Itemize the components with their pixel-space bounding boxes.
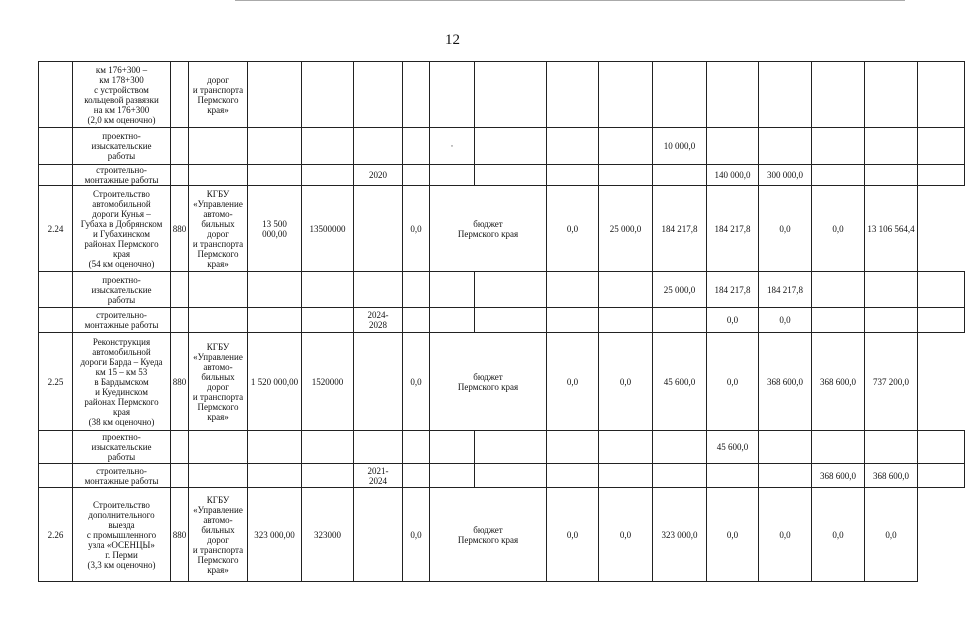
year-cell: 2024- 2028 bbox=[354, 308, 403, 333]
value-cell bbox=[759, 128, 812, 165]
description-cell: строительно- монтажные работы bbox=[73, 308, 171, 333]
value-cell bbox=[865, 308, 918, 333]
table-row-item bbox=[39, 333, 965, 431]
table-row bbox=[39, 165, 965, 186]
value-cell bbox=[547, 128, 599, 165]
value-cell: 368 600,0 bbox=[759, 333, 812, 431]
page-number: 12 bbox=[445, 32, 460, 48]
cost-cell bbox=[248, 272, 302, 308]
value-cell: 737 200,0 bbox=[865, 333, 918, 431]
item-number-cell: 2.24 bbox=[39, 186, 73, 272]
value-cell bbox=[354, 62, 403, 128]
value-cell bbox=[918, 464, 965, 488]
value-cell bbox=[707, 464, 759, 488]
cost-cell bbox=[248, 464, 302, 488]
value-cell bbox=[302, 62, 354, 128]
cost-cell bbox=[302, 431, 354, 464]
description-cell: проектно- изыскательские работы bbox=[73, 431, 171, 464]
item-number-cell bbox=[39, 464, 73, 488]
mark-cell: · bbox=[430, 128, 475, 165]
value-cell bbox=[653, 431, 707, 464]
value-cell: 0,0 bbox=[547, 186, 599, 272]
cost-cell bbox=[248, 165, 302, 186]
value-cell: 25 000,0 bbox=[653, 272, 707, 308]
value-cell: 184 217,8 bbox=[653, 186, 707, 272]
description-cell: строительно- монтажные работы bbox=[73, 165, 171, 186]
value-cell: 45 600,0 bbox=[653, 333, 707, 431]
table-row-item bbox=[39, 186, 965, 272]
code-cell bbox=[171, 62, 189, 128]
value-cell bbox=[475, 62, 547, 128]
value-cell bbox=[707, 128, 759, 165]
customer-cell bbox=[189, 308, 248, 333]
value-cell bbox=[599, 464, 653, 488]
value-cell bbox=[812, 165, 865, 186]
value-cell: 0,0 bbox=[759, 308, 812, 333]
mark-cell bbox=[430, 165, 475, 186]
customer-cell: КГБУ «Управление автомо- бильных дорог и транспорта Пермского края» bbox=[189, 488, 248, 582]
value-cell bbox=[547, 308, 599, 333]
value-cell bbox=[865, 62, 918, 128]
value-cell bbox=[653, 165, 707, 186]
cost-cell bbox=[302, 308, 354, 333]
value-cell bbox=[918, 431, 965, 464]
value-cell bbox=[599, 272, 653, 308]
value-cell bbox=[812, 128, 865, 165]
cost-cell bbox=[302, 464, 354, 488]
year-cell bbox=[354, 186, 403, 272]
value-cell: 0,0 bbox=[599, 488, 653, 582]
zero-cell bbox=[403, 308, 430, 333]
code-cell bbox=[171, 464, 189, 488]
cost-cell: 13 500 000,00 bbox=[248, 186, 302, 272]
description-cell: проектно- изыскательские работы bbox=[73, 272, 171, 308]
value-cell bbox=[759, 431, 812, 464]
description-cell: проектно- изыскательские работы bbox=[73, 128, 171, 165]
cost-cell: 13500000 bbox=[302, 186, 354, 272]
cost-cell: 1 520 000,00 bbox=[248, 333, 302, 431]
value-cell: 184 217,8 bbox=[707, 272, 759, 308]
zero-cell bbox=[403, 464, 430, 488]
customer-cell bbox=[189, 165, 248, 186]
cost-cell bbox=[302, 128, 354, 165]
value-cell: 0,0 bbox=[707, 333, 759, 431]
value-cell bbox=[865, 431, 918, 464]
cost-cell bbox=[248, 128, 302, 165]
value-cell bbox=[707, 62, 759, 128]
item-number-cell bbox=[39, 431, 73, 464]
value-cell bbox=[599, 431, 653, 464]
table-row bbox=[39, 128, 965, 165]
value-cell bbox=[918, 62, 965, 128]
value-cell: 0,0 bbox=[759, 488, 812, 582]
zero-cell: 0,0 bbox=[403, 333, 430, 431]
value-cell: 0,0 bbox=[812, 488, 865, 582]
value-cell bbox=[547, 165, 599, 186]
cost-cell: 323 000,00 bbox=[248, 488, 302, 582]
value-cell bbox=[812, 308, 865, 333]
year-cell bbox=[354, 488, 403, 582]
description-cell: строительно- монтажные работы bbox=[73, 464, 171, 488]
description-cell: Строительство автомобильной дороги Кунья – Губаха в Добрянском и Губахинском районах Пермского края (54 км оценочно) bbox=[73, 186, 171, 272]
value-cell bbox=[918, 128, 965, 165]
mark-cell bbox=[430, 464, 475, 488]
code-cell bbox=[171, 272, 189, 308]
value-cell bbox=[547, 62, 599, 128]
description-cell: км 176+300 – км 178+300 с устройством кольцевой развязки на км 176+300 (2,0 км оценочно) bbox=[73, 62, 171, 128]
code-cell: 880 bbox=[171, 488, 189, 582]
code-cell: 880 bbox=[171, 186, 189, 272]
table-row bbox=[39, 62, 965, 128]
value-cell: 0,0 bbox=[759, 186, 812, 272]
value-cell: 323 000,0 bbox=[653, 488, 707, 582]
source-cell bbox=[475, 308, 547, 333]
source-cell bbox=[475, 165, 547, 186]
year-cell bbox=[354, 128, 403, 165]
value-cell: 13 106 564,4 bbox=[865, 186, 918, 272]
value-cell: 0,0 bbox=[599, 333, 653, 431]
year-cell: 2021- 2024 bbox=[354, 464, 403, 488]
top-rule bbox=[235, 0, 905, 1]
year-cell: 2020 bbox=[354, 165, 403, 186]
cost-cell bbox=[248, 308, 302, 333]
value-cell: 184 217,8 bbox=[707, 186, 759, 272]
value-cell bbox=[759, 62, 812, 128]
cost-cell bbox=[248, 431, 302, 464]
description-cell: Реконструкция автомобильной дороги Барда – Куеда км 15 – км 53 в Бардымском и Куединском районах Пермского края (38 км оценочно) bbox=[73, 333, 171, 431]
value-cell bbox=[599, 308, 653, 333]
zero-cell bbox=[403, 431, 430, 464]
value-cell bbox=[653, 464, 707, 488]
cost-cell: 1520000 bbox=[302, 333, 354, 431]
code-cell: 880 bbox=[171, 333, 189, 431]
value-cell bbox=[918, 165, 965, 186]
item-number-cell bbox=[39, 308, 73, 333]
customer-cell bbox=[189, 272, 248, 308]
value-cell: 0,0 bbox=[812, 186, 865, 272]
value-cell bbox=[599, 128, 653, 165]
value-cell bbox=[865, 128, 918, 165]
value-cell bbox=[403, 62, 430, 128]
year-cell bbox=[354, 333, 403, 431]
item-number-cell: 2.25 bbox=[39, 333, 73, 431]
value-cell bbox=[918, 308, 965, 333]
source-cell bbox=[475, 431, 547, 464]
code-cell bbox=[171, 308, 189, 333]
zero-cell bbox=[403, 272, 430, 308]
value-cell: 0,0 bbox=[707, 308, 759, 333]
description-cell: Строительство дополнительного выезда с промышленного узла «ОСЕНЦЫ» г. Перми (3,3 км оценочно) bbox=[73, 488, 171, 582]
value-cell bbox=[547, 272, 599, 308]
value-cell: 45 600,0 bbox=[707, 431, 759, 464]
value-cell bbox=[599, 165, 653, 186]
zero-cell bbox=[403, 128, 430, 165]
source-cell bbox=[475, 272, 547, 308]
customer-cell: КГБУ «Управление автомо- бильных дорог и транспорта Пермского края» bbox=[189, 333, 248, 431]
value-cell bbox=[653, 62, 707, 128]
table-row-item bbox=[39, 488, 965, 582]
value-cell bbox=[812, 431, 865, 464]
cost-cell bbox=[302, 165, 354, 186]
value-cell: 25 000,0 bbox=[599, 186, 653, 272]
customer-cell bbox=[189, 464, 248, 488]
customer-cell bbox=[189, 128, 248, 165]
mark-cell bbox=[430, 308, 475, 333]
value-cell: 368 600,0 bbox=[812, 464, 865, 488]
budget-table bbox=[38, 61, 965, 582]
value-cell: 140 000,0 bbox=[707, 165, 759, 186]
value-cell bbox=[430, 62, 475, 128]
code-cell bbox=[171, 128, 189, 165]
item-number-cell bbox=[39, 62, 73, 128]
customer-cell bbox=[189, 431, 248, 464]
year-cell bbox=[354, 431, 403, 464]
item-number-cell bbox=[39, 272, 73, 308]
customer-cell: дорог и транспорта Пермского края» bbox=[189, 62, 248, 128]
source-cell: бюджет Пермского края bbox=[430, 333, 547, 431]
source-cell bbox=[475, 128, 547, 165]
source-cell: бюджет Пермского края bbox=[430, 186, 547, 272]
value-cell bbox=[653, 308, 707, 333]
zero-cell bbox=[403, 165, 430, 186]
table-row bbox=[39, 272, 965, 308]
zero-cell: 0,0 bbox=[403, 186, 430, 272]
value-cell bbox=[812, 62, 865, 128]
value-cell: 0,0 bbox=[547, 333, 599, 431]
item-number-cell bbox=[39, 128, 73, 165]
zero-cell: 0,0 bbox=[403, 488, 430, 582]
value-cell bbox=[759, 464, 812, 488]
code-cell bbox=[171, 165, 189, 186]
value-cell: 368 600,0 bbox=[865, 464, 918, 488]
value-cell bbox=[599, 62, 653, 128]
value-cell: 0,0 bbox=[707, 488, 759, 582]
table-row bbox=[39, 431, 965, 464]
value-cell bbox=[812, 272, 865, 308]
value-cell: 10 000,0 bbox=[653, 128, 707, 165]
table-row bbox=[39, 308, 965, 333]
table-body bbox=[39, 62, 965, 582]
value-cell: 0,0 bbox=[547, 488, 599, 582]
year-cell bbox=[354, 272, 403, 308]
source-cell bbox=[475, 464, 547, 488]
value-cell bbox=[918, 272, 965, 308]
cost-cell bbox=[302, 272, 354, 308]
value-cell: 368 600,0 bbox=[812, 333, 865, 431]
value-cell bbox=[248, 62, 302, 128]
code-cell bbox=[171, 431, 189, 464]
table-row bbox=[39, 464, 965, 488]
value-cell: 300 000,0 bbox=[759, 165, 812, 186]
source-cell: бюджет Пермского края bbox=[430, 488, 547, 582]
value-cell bbox=[865, 272, 918, 308]
value-cell bbox=[547, 464, 599, 488]
value-cell bbox=[547, 431, 599, 464]
item-number-cell bbox=[39, 165, 73, 186]
cost-cell: 323000 bbox=[302, 488, 354, 582]
value-cell: 0,0 bbox=[865, 488, 918, 582]
item-number-cell: 2.26 bbox=[39, 488, 73, 582]
mark-cell bbox=[430, 431, 475, 464]
customer-cell: КГБУ «Управление автомо- бильных дорог и транспорта Пермского края» bbox=[189, 186, 248, 272]
mark-cell bbox=[430, 272, 475, 308]
value-cell: 184 217,8 bbox=[759, 272, 812, 308]
value-cell bbox=[865, 165, 918, 186]
